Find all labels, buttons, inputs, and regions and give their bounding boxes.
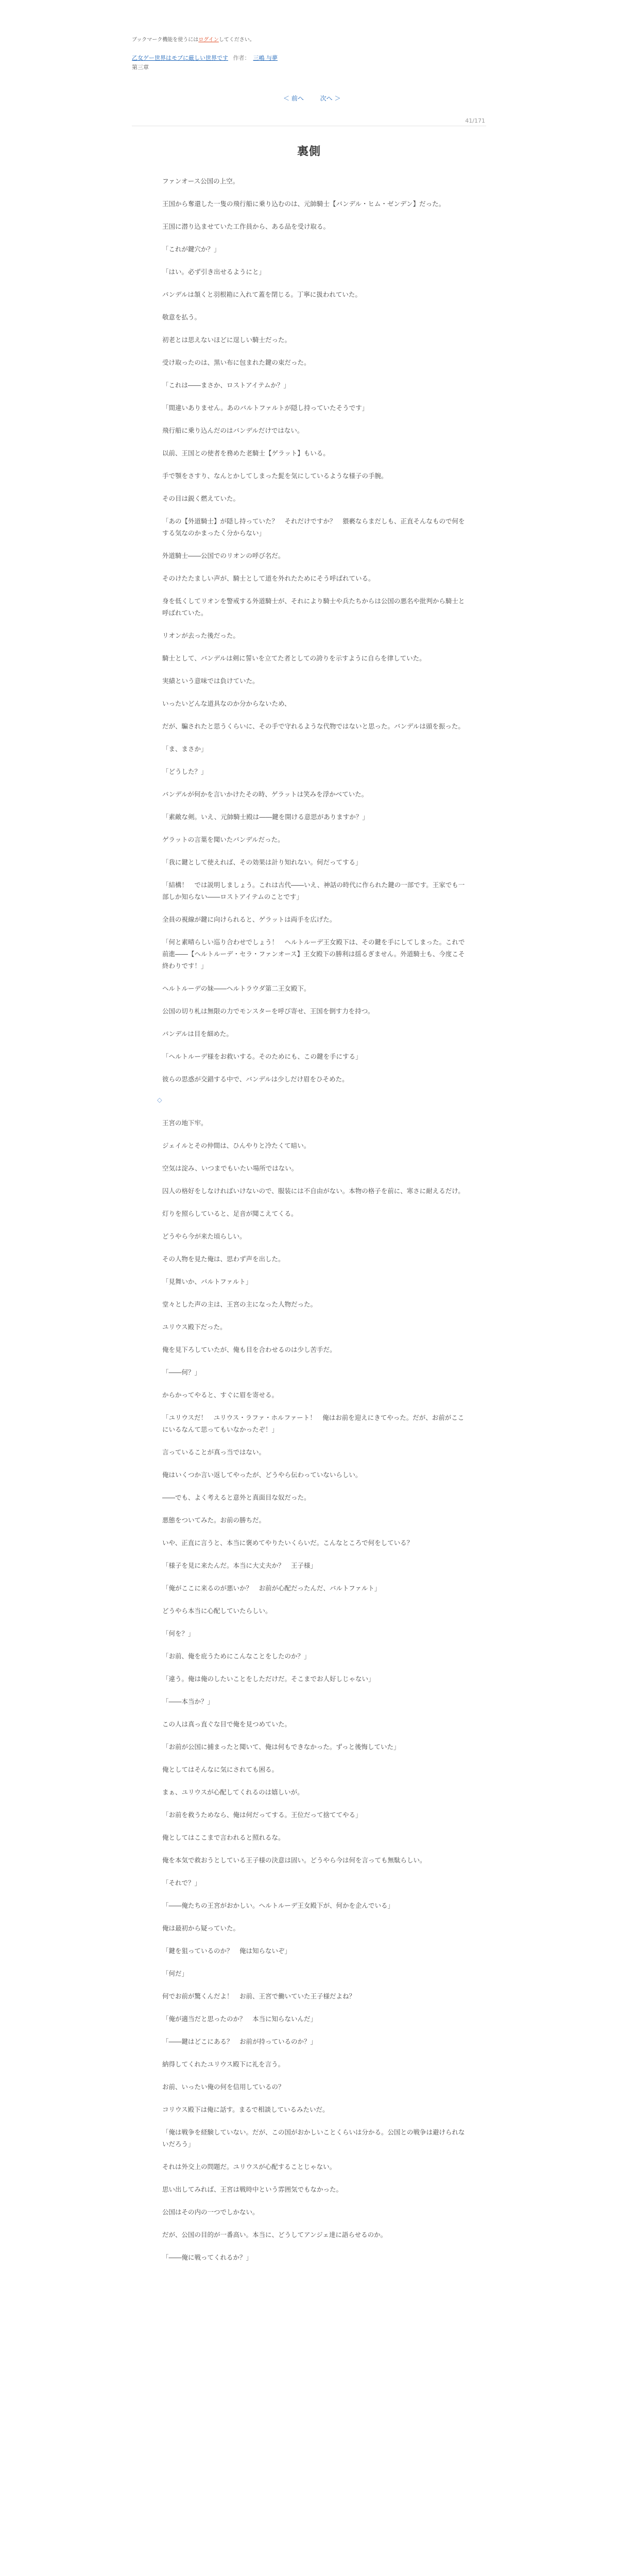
prev-link[interactable]: ＜ 前へ (283, 95, 304, 102)
body-paragraph: からかってやると、すぐに眉を寄せる。 (162, 1391, 279, 1399)
body-paragraph: 俺としてはここまで言われると照れるな。 (162, 1834, 285, 1841)
body-paragraph: 「俺がここに来るのが悪いか？ お前が心配だったんだ、バルトファルト」 (162, 1584, 381, 1592)
body-paragraph: 俺は最初から疑っていた。 (162, 1924, 240, 1932)
body-paragraph: 何でお前が驚くんだよ！ お前、王宮で働いていた王子様だよね？ (162, 1992, 356, 2000)
body-paragraph: 「我に鍵として使えれば、その効果は計り知れない。何だってする」 (162, 858, 362, 866)
body-paragraph: 俺を本気で救おうとしている王子様の決意は固い。どうやら今は何を言っても無駄らしい。 (162, 1856, 426, 1864)
body-paragraph: 「――俺に戦ってくれるか？」 (162, 2253, 253, 2261)
body-paragraph: 「お前が公国に捕まったと聞いて、俺は何もできなかった。ずっと後悔していた」 (162, 1743, 400, 1751)
body-paragraph: 「見舞いか、バルトファルト」 (162, 1278, 252, 1285)
next-link[interactable]: 次へ ＞ (320, 95, 341, 102)
body-paragraph: 灯りを照らしていると、足音が聞こえてくる。 (162, 1210, 298, 1217)
body-paragraph: 公国はその内の一つでしかない。 (162, 2208, 259, 2216)
body-paragraph: 「違う。俺は俺のしたいことをしただけだ。そこまでお人好しじゃない」 (162, 1675, 375, 1683)
body-paragraph: 俺としてはそんなに気にされても困る。 (162, 1766, 279, 1773)
body-paragraph: 思い出してみれば、王宮は戦時中という雰囲気でもなかった。 (162, 2185, 343, 2193)
body-paragraph: 「素敵な剣。いえ、元帥騎士殿は――鍵を開ける意思がありますか？」 (162, 813, 369, 821)
body-paragraph: 実績という意味では負けていた。 (162, 677, 259, 685)
body-paragraph: だが、騙されたと思うくらいに、その手で守れるような代物ではないと思った。バンデルは頭を振った。 (162, 722, 465, 730)
body-paragraph: 初老とは思えないほどに逞しい騎士だった。 (162, 336, 291, 344)
body-paragraph: ヘルトルーデの妹――ヘルトラウダ第二王女殿下。 (162, 985, 311, 992)
body-paragraph: いったいどんな道具なのか分からないため、 (162, 700, 291, 707)
body-paragraph: 「――何？」 (162, 1368, 201, 1376)
body-paragraph: その目は鋭く燃えていた。 (162, 495, 240, 502)
episode-nav (276, 94, 348, 103)
body-paragraph: 以前、王国との使者を務めた老騎士【ゲラット】もいる。 (162, 449, 330, 457)
body-paragraph: どうやら今が来た頃らしい。 (162, 1232, 246, 1240)
body-paragraph: ゲラットの言葉を聞いたバンデルだった。 (162, 836, 284, 843)
body-paragraph: 俺を見下ろしていたが、俺も目を合わせるのは少し苦手だ。 (162, 1346, 336, 1353)
body-paragraph: 「鍵を狙っているのか？ 俺は知らないぞ」 (162, 1947, 291, 1955)
body-paragraph: ――でも、よく考えると意外と真面目な奴だった。 (162, 1494, 311, 1501)
body-paragraph: 全員の視線が鍵に向けられると、ゲラットは両手を広げた。 (162, 916, 336, 923)
body-paragraph: 悪態をついてみた。お前の勝ちだ。 (162, 1516, 266, 1524)
body-paragraph: そのけたたましい声が、騎士として道を外れたためにそう呼ばれている。 (162, 574, 375, 582)
body-paragraph: 「俺が適当だと思ったのか？ 本当に知らないんだ」 (162, 2015, 317, 2023)
series-title-link[interactable]: 乙女ゲー世界はモブに厳しい世界です (132, 55, 228, 61)
body-paragraph: だが、公国の目的が一番高い。本当に、どうしてアンジェ達に語らせるのか。 (162, 2231, 387, 2239)
body-paragraph: 騎士として、バンデルは剣に誓いを立てた者としての誇りを示すように自らを律していた。 (162, 654, 426, 662)
body-paragraph: リオンが去った後だった。 (162, 632, 239, 639)
scene-break-marker: ◇ (157, 1096, 162, 1104)
body-paragraph: ファンオース公国の上空。 (162, 177, 239, 185)
body-paragraph: 王宮の地下牢。 (162, 1119, 208, 1127)
body-paragraph: 「これが鍵穴か？」 (162, 245, 220, 253)
body-paragraph: 手で顎をさすり、なんとかしてしまった髭を気にしているような様子の手腕。 (162, 472, 388, 480)
body-paragraph: 敬意を払う。 (162, 313, 201, 321)
body-paragraph: 「何を？」 (162, 1630, 195, 1637)
body-paragraph: 王国から奪還した一隻の飛行船に乗り込むのは、元帥騎士【バンデル・ヒム・ゼンデン】だった。 (162, 200, 445, 208)
body-paragraph: 空気は淀み、いつまでもいたい場所ではない。 (162, 1164, 298, 1172)
body-paragraph: その人物を見た俺は、思わず声を出した。 (162, 1255, 285, 1263)
body-paragraph: 身を低くしてリオンを警戒する外道騎士が、それにより騎士や兵たちからは公国の悪名や批判から騎士と呼ばれていた。 (162, 597, 465, 617)
body-paragraph: 「結構！ では説明しましょう。これは古代――いえ、神話の時代に作られた鍵の一部です。王家でも一部しか知らない――ロストアイテムのことです」 (162, 881, 465, 901)
author-label: 作者： (233, 55, 250, 61)
body-paragraph: 「どうした？」 (162, 768, 208, 775)
body-paragraph: お前、いったい俺の何を信用しているの？ (162, 2083, 285, 2091)
body-paragraph: 俺はいくつか言い返してやったが、どうやら伝わっていないらしい。 (162, 1471, 362, 1479)
body-paragraph: 「ヘルトルーデ様をお救いする。そのためにも、この鍵を手にする」 (162, 1053, 362, 1060)
body-paragraph: 「何だ」 (162, 1970, 188, 1977)
body-paragraph: 「――俺たちの王宮がおかしい。ヘルトルーデ王女殿下が、何かを企んでいる」 (162, 1902, 394, 1909)
body-paragraph: 彼らの思惑が交錯する中で、バンデルは少しだけ眉をひそめた。 (162, 1075, 349, 1083)
body-paragraph: 「これは――まさか、ロストアイテムか？」 (162, 381, 290, 389)
body-paragraph: それは外交上の問題だ。ユリウスが心配することじゃない。 (162, 2163, 336, 2171)
body-paragraph: この人は真っ直ぐな目で俺を見つめていた。 (162, 1720, 291, 1728)
body-paragraph: 堂々とした声の主は、王宮の主になった人物だった。 (162, 1300, 317, 1308)
body-paragraph: 「はい。必ず引き出せるようにと」 (162, 268, 266, 276)
body-paragraph: バンデルは目を細めた。 (162, 1030, 233, 1038)
notice-prefix: ブックマーク機能を使うには (132, 37, 199, 43)
body-paragraph: 外道騎士――公国でのリオンの呼び名だ。 (162, 552, 285, 560)
body-paragraph: いや、正直に言うと、本当に褒めてやりたいくらいだ。こんなところで何をしている？ (162, 1539, 414, 1547)
notice-suffix: してください。 (218, 37, 255, 43)
login-notice (132, 35, 255, 43)
body-paragraph: バンデルは頷くと羽根箱に入れて蓋を閉じる。丁寧に扱われていた。 (162, 291, 362, 298)
body-paragraph: まぁ、ユリウスが心配してくれるのは嬉しいが。 (162, 1788, 304, 1796)
body-paragraph: 納得してくれたユリウス殿下に礼を言う。 (162, 2060, 285, 2068)
body-paragraph: ユリウス殿下だった。 (162, 1323, 227, 1331)
body-paragraph: 「ま、まさか」 (162, 745, 208, 753)
episode-number: 41/171 (465, 117, 485, 124)
body-paragraph: 「あの【外道騎士】が隠し持っていた？ それだけですか？ 猥褻ならまだしも、正直そんなもので何をする気なのかまったく分からない」 (162, 517, 465, 537)
body-paragraph: 「――本当か？」 (162, 1698, 214, 1705)
body-paragraph: 飛行船に乗り込んだのはバンデルだけではない。 (162, 427, 304, 434)
body-paragraph: 「お前を救うためなら、俺は何だってする。王位だって捨ててやる」 (162, 1811, 362, 1819)
body-paragraph: 囚人の格好をしなければいけないので、服装には不自由がない。本物の格子を前に、寒さに耐えるだけ。 (162, 1187, 465, 1195)
body-paragraph: バンデルが何かを言いかけたその時、ゲラットは笑みを浮かべていた。 (162, 790, 368, 798)
body-paragraph: 「お前、俺を庇うためにこんなことをしたのか？」 (162, 1652, 311, 1660)
episode-title: 裏側 (297, 145, 321, 158)
body-paragraph: ジェイルとその仲間は、ひんやりと冷たくて暗い。 (162, 1142, 311, 1149)
body-paragraph: どうやら本当に心配していたらしい。 (162, 1607, 272, 1615)
body-paragraph: 公国の切り札は無限の力でモンスターを呼び寄せ、王国を倒す力を持つ。 (162, 1007, 374, 1015)
body-paragraph: 王国に潜り込ませていた工作員から、ある品を受け取る。 (162, 223, 330, 230)
body-paragraph: 「俺は戦争を経験していない。だが、この国がおかしいことくらいは分かる。公国との戦争は避けられないだろう」 (162, 2128, 465, 2148)
chapter-label: 第三章 (132, 64, 149, 71)
series-header (132, 54, 278, 72)
body-paragraph: 「――鍵はどこにある？ お前が持っているのか？」 (162, 2038, 317, 2045)
body-paragraph: 受け取ったのは、黒い布に包まれた鍵の束だった。 (162, 359, 311, 366)
body-paragraph: 言っていることが真っ当ではない。 (162, 1448, 266, 1456)
body-paragraph: 「それで？」 (162, 1879, 201, 1887)
body-paragraph: コリウス殿下は俺に話す。まるで相談しているみたいだ。 (162, 2106, 329, 2113)
body-paragraph: 「様子を見に来たんだ。本当に大丈夫か？ 王子様」 (162, 1562, 317, 1569)
body-paragraph: 「何と素晴らしい巡り合わせでしょう！ ヘルトルーデ王女殿下は、その鍵を手にしてしまった。これで前進――【ヘルトルーデ・セラ・ファンオース】王女殿下の勝利は揺るぎません。外道騎士も、今度こそ終わりです！」 (162, 938, 465, 970)
author-link[interactable]: 三嶋 与夢 (253, 55, 278, 61)
login-link[interactable]: ログイン (198, 37, 219, 43)
body-paragraph: 「ユリウスだ！ ユリウス・ラファ・ホルファート！ 俺はお前を迎えにきてやった。だが、お前がここにいるなんて思ってもいなかったぞ！」 (162, 1414, 465, 1433)
body-paragraph: 「間違いありません。あのバルトファルトが隠し持っていたそうです」 (162, 404, 369, 412)
novel-body (157, 175, 466, 2274)
